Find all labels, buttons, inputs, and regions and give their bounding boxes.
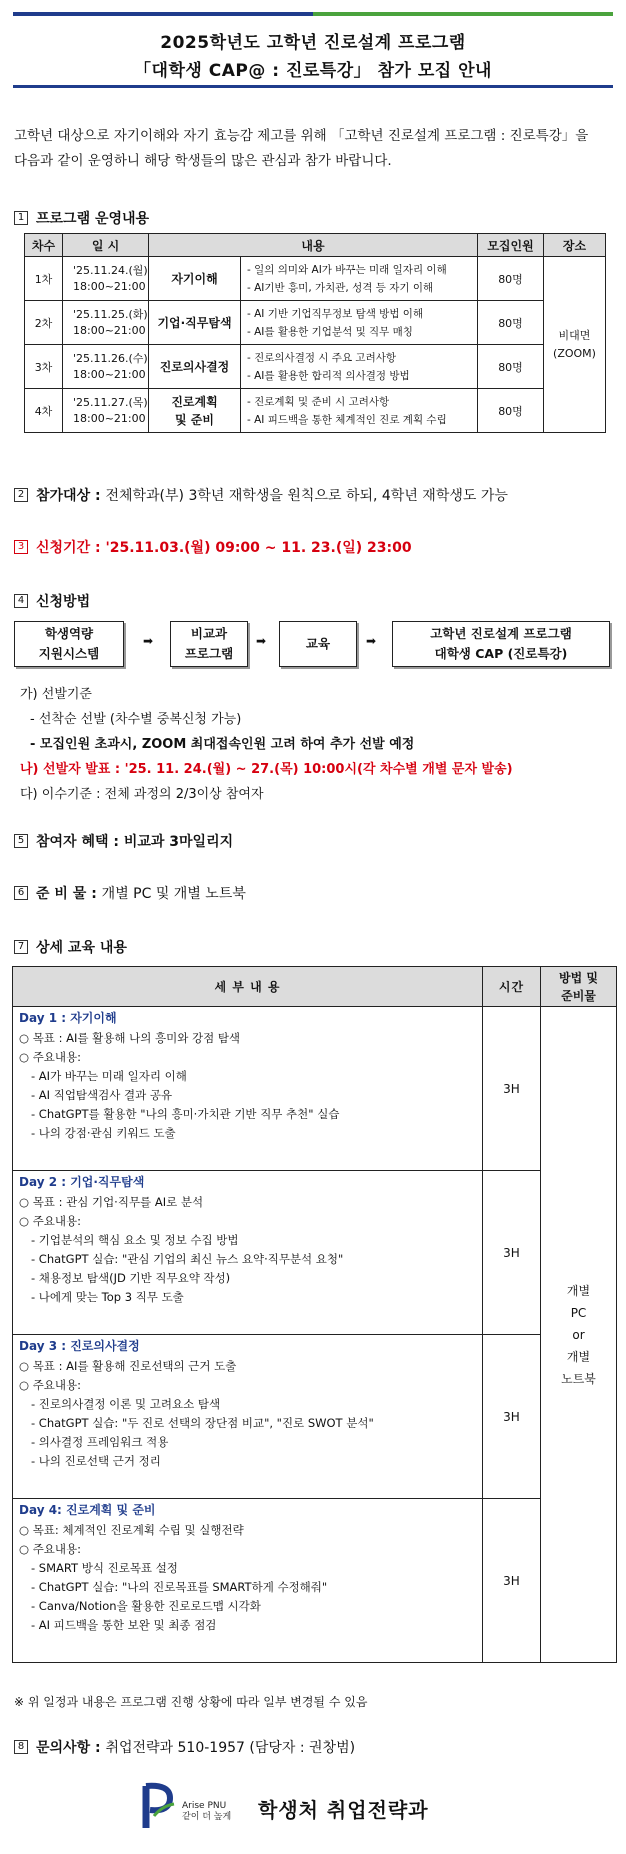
section-title: 신청방법 xyxy=(36,594,91,610)
flow-step-line: 교육 xyxy=(305,636,331,651)
day-line: - AI 피드백을 통한 보완 및 최종 점검 xyxy=(31,1618,217,1632)
session-name-line: 및 준비 xyxy=(175,412,214,427)
day-line: - 채용정보 탐색(JD 기반 직무요약 작성) xyxy=(31,1271,231,1285)
section-text: '25.11.03.(월) 09:00 ~ 11. 23.(일) 23:00 xyxy=(105,540,412,556)
day-line: - AI 직업탐색검사 결과 공유 xyxy=(31,1088,173,1102)
section-number: 5 xyxy=(14,834,28,848)
desc-line: - 일의 의미와 AI가 바꾸는 미래 일자리 이해 xyxy=(247,263,447,276)
section-label: 참가대상 : xyxy=(36,488,101,504)
time-text: 18:00~21:00 xyxy=(73,367,146,381)
method-line: 노트북 xyxy=(561,1371,596,1386)
table-row xyxy=(25,345,606,389)
method-line: 개별 xyxy=(566,1283,591,1298)
time-cell: 3H xyxy=(483,1171,541,1335)
col-header-method xyxy=(541,967,617,1007)
time-cell: 3H xyxy=(483,1335,541,1499)
university-logo xyxy=(140,1780,231,1830)
section-label: 문의사항 : xyxy=(36,1740,101,1756)
section-title: 프로그램 운영내용 xyxy=(36,211,150,227)
day-line: - ChatGPT 실습: "두 진로 선택의 장단점 비교", "진로 SWOT 분석" xyxy=(31,1416,374,1430)
session-name-line: 진로계획 xyxy=(171,394,218,409)
section-3-period xyxy=(14,537,412,557)
section-label: 준 비 물 : xyxy=(36,886,97,902)
desc-cell xyxy=(241,389,478,433)
program-table xyxy=(24,233,606,433)
time-cell: 3H xyxy=(483,1007,541,1171)
flow-step-line: 프로그램 xyxy=(184,646,234,661)
day-title: Day 4: 진로계획 및 준비 xyxy=(19,1503,156,1517)
place-cell xyxy=(544,257,606,433)
section-1-heading xyxy=(14,208,149,228)
title-box xyxy=(13,12,613,88)
day-cell xyxy=(13,1007,483,1171)
section-4-heading xyxy=(14,591,90,611)
desc-line: - AI 기반 기업직무정보 탐색 방법 이해 xyxy=(247,307,424,320)
day-line: ○ 주요내용: xyxy=(19,1050,81,1064)
section-5-benefit xyxy=(14,831,233,851)
col-header-method-line: 방법 및 xyxy=(559,970,598,985)
capacity-cell: 80명 xyxy=(478,301,544,345)
day-line: ○ 주요내용: xyxy=(19,1378,81,1392)
date-text: '25.11.25.(화) xyxy=(73,307,148,321)
department-name: 학생처 취업전략과 xyxy=(258,1798,429,1822)
section-number: 1 xyxy=(14,211,28,225)
method-cell xyxy=(541,1007,617,1663)
method-line: PC xyxy=(570,1305,587,1320)
day-line: ○ 목표 : 관심 기업·직무를 AI로 분석 xyxy=(19,1195,204,1209)
flow-step-line: 고학년 진로설계 프로그램 xyxy=(430,626,572,641)
session-name-cell xyxy=(149,389,241,433)
page-title-line1: 2025학년도 고학년 진로설계 프로그램 xyxy=(160,33,466,53)
date-cell xyxy=(63,345,149,389)
intro-text xyxy=(14,124,614,174)
day-line: - SMART 방식 진로목표 설정 xyxy=(31,1561,178,1575)
flow-step-line: 지원시스템 xyxy=(38,646,100,661)
flow-step-extracurricular xyxy=(170,621,248,667)
desc-line: - AI 피드백을 통한 체계적인 진로 계획 수립 xyxy=(247,413,447,426)
flow-step-system xyxy=(14,621,124,667)
logo-line: Arise PNU xyxy=(182,1801,227,1811)
announcement-line: 나) 선발자 발표 : '25. 11. 24.(월) ~ 27.(목) 10:00시(각 차수별 개별 문자 발송) xyxy=(20,762,513,777)
table-row xyxy=(25,389,606,433)
day-line: - Canva/Notion을 활용한 진로로드맵 시각화 xyxy=(31,1599,261,1613)
col-header-content: 내용 xyxy=(149,234,478,257)
page-title-line2: 「대학생 CAP@ : 진로특강」 참가 모집 안내 xyxy=(134,61,492,81)
desc-line: - 진로계획 및 준비 시 고려사항 xyxy=(247,395,390,408)
desc-line: - AI를 활용한 기업분석 및 직무 매칭 xyxy=(247,325,413,338)
selection-criteria-heading: 가) 선발기준 xyxy=(20,687,92,702)
desc-line: - 진로의사결정 시 주요 고려사항 xyxy=(247,351,396,364)
section-text: 취업전략과 510-1957 (담당자 : 권창범) xyxy=(105,1740,356,1756)
day-line: - 나의 진로선택 근거 정리 xyxy=(31,1454,161,1468)
table-row xyxy=(25,257,606,301)
col-header-place: 장소 xyxy=(544,234,606,257)
capacity-cell: 80명 xyxy=(478,389,544,433)
day-line: ○ 주요내용: xyxy=(19,1542,81,1556)
round-cell: 2차 xyxy=(25,301,63,345)
day-title: Day 3 : 진로의사결정 xyxy=(19,1339,140,1353)
section-number: 7 xyxy=(14,940,28,954)
session-name-cell: 진로의사결정 xyxy=(149,345,241,389)
table-row xyxy=(25,301,606,345)
round-cell: 3차 xyxy=(25,345,63,389)
flow-step-line: 학생역량 xyxy=(44,626,94,641)
place-text: 비대면 xyxy=(558,328,591,342)
arrow-right-icon: ➡ xyxy=(366,634,377,648)
col-header-method-line: 준비물 xyxy=(561,988,596,1003)
method-line: 개별 xyxy=(566,1349,591,1364)
section-text: 개별 PC 및 개별 노트북 xyxy=(101,886,246,902)
capacity-cell: 80명 xyxy=(478,345,544,389)
day-line: - ChatGPT를 활용한 "나의 흥미·가치관 기반 직무 추천" 실습 xyxy=(31,1107,340,1121)
date-text: '25.11.26.(수) xyxy=(73,351,148,365)
day-line: - 의사결정 프레임워크 적용 xyxy=(31,1435,169,1449)
col-header-round: 차수 xyxy=(25,234,63,257)
session-name-cell: 기업·직무탐색 xyxy=(149,301,241,345)
day-line: ○ 목표 : AI를 활용해 나의 흥미와 강점 탐색 xyxy=(19,1031,241,1045)
flow-step-education xyxy=(279,621,357,667)
section-number: 6 xyxy=(14,886,28,900)
table-row xyxy=(13,1007,617,1171)
completion-criteria-line: 다) 이수기준 : 전체 과정의 2/3이상 참여자 xyxy=(20,787,264,802)
section-text: 전체학과(부) 3학년 재학생을 원칙으로 하되, 4학년 재학생도 가능 xyxy=(105,488,508,504)
desc-cell xyxy=(241,345,478,389)
section-label: 신청기간 : xyxy=(36,540,101,556)
desc-line: - AI기반 흥미, 가치관, 성격 등 자기 이해 xyxy=(247,281,434,294)
section-label: 참여자 혜택 : xyxy=(36,834,119,850)
section-7-heading xyxy=(14,937,127,957)
date-cell xyxy=(63,301,149,345)
section-6-supplies xyxy=(14,883,246,903)
day-line: - ChatGPT 실습: "나의 진로목표를 SMART하게 수정해줘" xyxy=(31,1580,328,1594)
day-cell xyxy=(13,1171,483,1335)
flow-step-line: 비교과 xyxy=(190,626,228,641)
time-text: 18:00~21:00 xyxy=(73,279,146,293)
schedule-change-note: ※ 위 일정과 내용은 프로그램 진행 상황에 따라 일부 변경될 수 있음 xyxy=(14,1695,368,1709)
method-line: or xyxy=(572,1327,585,1342)
detail-table xyxy=(12,966,617,1663)
table-row xyxy=(13,1335,617,1499)
arrow-right-icon: ➡ xyxy=(256,634,267,648)
section-2-target xyxy=(14,485,508,505)
desc-cell xyxy=(241,257,478,301)
time-text: 18:00~21:00 xyxy=(73,323,146,337)
day-line: - 진로의사결정 이론 및 고려요소 탐색 xyxy=(31,1397,221,1411)
session-name-cell: 자기이해 xyxy=(149,257,241,301)
day-line: - ChatGPT 실습: "관심 기업의 최신 뉴스 요약·직무분석 요청" xyxy=(31,1252,344,1266)
col-header-content: 세 부 내 용 xyxy=(13,967,483,1007)
intro-line2: 다음과 같이 운영하니 해당 학생들의 많은 관심과 참가 바랍니다. xyxy=(14,153,392,169)
place-sub-text: (ZOOM) xyxy=(553,346,596,360)
col-header-date: 일 시 xyxy=(63,234,149,257)
flow-step-line: 대학생 CAP (진로특강) xyxy=(434,646,568,661)
date-text: '25.11.24.(월) xyxy=(73,263,148,277)
day-title: Day 1 : 자기이해 xyxy=(19,1011,117,1025)
title-bar-blue xyxy=(13,12,313,16)
time-cell: 3H xyxy=(483,1499,541,1663)
col-header-capacity: 모집인원 xyxy=(478,234,544,257)
day-line: - 나에게 맞는 Top 3 직무 도출 xyxy=(31,1290,184,1304)
day-line: ○ 목표 : AI를 활용해 진로선택의 근거 도출 xyxy=(19,1359,237,1373)
date-cell xyxy=(63,257,149,301)
day-cell xyxy=(13,1335,483,1499)
capacity-cell: 80명 xyxy=(478,257,544,301)
table-row xyxy=(13,1171,617,1335)
selection-criteria-item: - 모집인원 초과시, ZOOM 최대접속인원 고려 하여 추가 선발 예정 xyxy=(30,737,415,752)
arrow-right-icon: ➡ xyxy=(143,634,154,648)
round-cell: 1차 xyxy=(25,257,63,301)
round-cell: 4차 xyxy=(25,389,63,433)
time-text: 18:00~21:00 xyxy=(73,411,146,425)
section-8-contact xyxy=(14,1737,355,1757)
day-line: - AI가 바꾸는 미래 일자리 이해 xyxy=(31,1069,187,1083)
section-number: 4 xyxy=(14,594,28,608)
day-line: - 나의 강점·관심 키워드 도출 xyxy=(31,1126,176,1140)
flow-step-program xyxy=(392,621,610,667)
selection-criteria-item: - 선착순 선발 (차수별 중복신청 가능) xyxy=(30,712,242,727)
section-title: 상세 교육 내용 xyxy=(36,940,127,956)
title-bar-green xyxy=(313,12,613,16)
day-cell xyxy=(13,1499,483,1663)
section-number: 2 xyxy=(14,488,28,502)
desc-line: - AI를 활용한 합리적 의사결정 방법 xyxy=(247,369,410,382)
day-line: ○ 목표: 체계적인 진로계획 수립 및 실행전략 xyxy=(19,1523,244,1537)
date-text: '25.11.27.(목) xyxy=(73,395,148,409)
date-cell xyxy=(63,389,149,433)
section-text: 비교과 3마일리지 xyxy=(123,834,234,850)
section-number: 3 xyxy=(14,540,28,554)
pnu-logo-icon xyxy=(140,1780,178,1830)
day-title: Day 2 : 기업·직무탐색 xyxy=(19,1175,145,1189)
col-header-time: 시간 xyxy=(483,967,541,1007)
section-number: 8 xyxy=(14,1740,28,1754)
desc-cell xyxy=(241,301,478,345)
intro-line1: 고학년 대상으로 자기이해와 자기 효능감 제고를 위해 「고학년 진로설계 프로그램 : 진로특강」을 xyxy=(14,128,589,144)
logo-text xyxy=(182,1801,231,1823)
table-row xyxy=(13,1499,617,1663)
day-line: ○ 주요내용: xyxy=(19,1214,81,1228)
day-line: - 기업분석의 핵심 요소 및 정보 수집 방법 xyxy=(31,1233,239,1247)
logo-line: 같이 더 높게 xyxy=(182,1812,232,1822)
